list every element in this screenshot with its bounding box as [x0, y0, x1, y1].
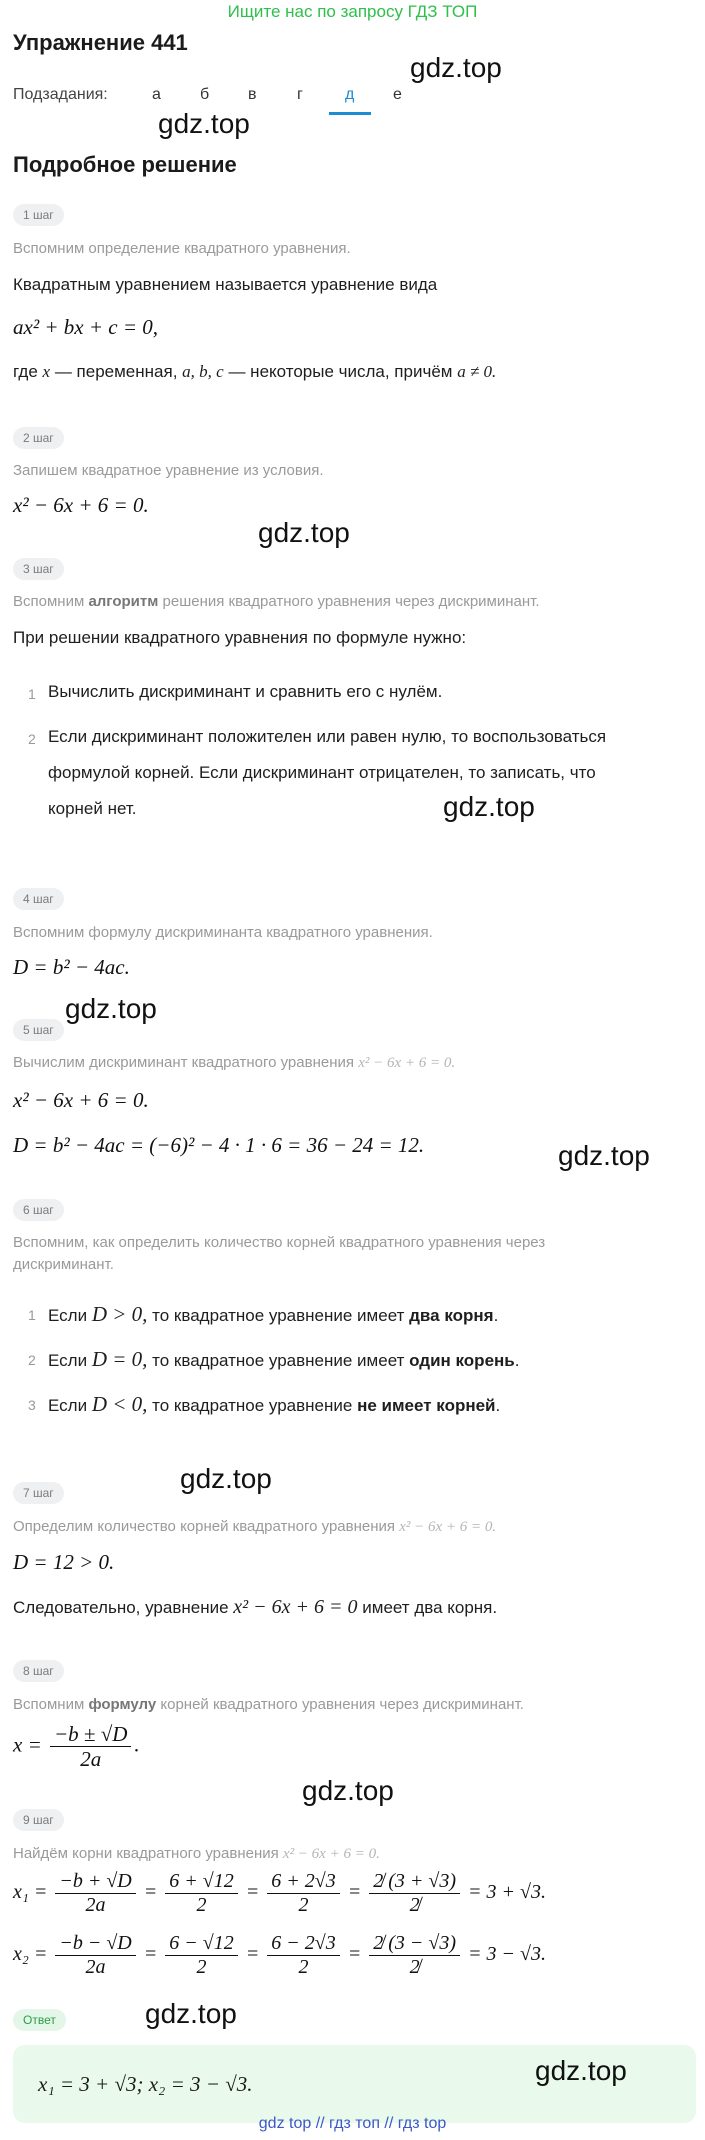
step-hint: Вспомним, как определить количество корней квадратного уравнения через: [13, 1234, 546, 1251]
list-item: Если D > 0, то квадратное уравнение имеет два корня.: [48, 1302, 499, 1326]
formula-roots: x = $\frac{-b \pm √D}{2a}$ .: [13, 1722, 140, 1772]
step-hint: Вспомним формулу корней квадратного уравнения через дискриминант.: [13, 1696, 524, 1713]
formula: x² − 6x + 6 = 0.: [13, 1088, 149, 1112]
step-badge: 5 шаг: [13, 1019, 64, 1041]
step-text: Квадратным уравнением называется уравнение вида: [13, 275, 438, 294]
watermark: gdz.top: [558, 1140, 650, 1171]
formula-x1: x₁ = $\frac{-b + √D}{2a}$ = $\frac{6 + √12}{2}$ = $\frac{6 + 2√3}{2}$ = $\frac{2̸ (3 + √3)}{2̸}$ = 3 + √3.: [13, 1870, 546, 1916]
step-text: При решении квадратного уравнения по формуле нужно:: [13, 628, 467, 647]
step-hint: Найдём корни квадратного уравнения x² − 6x + 6 = 0.: [13, 1845, 380, 1862]
watermark: gdz.top: [443, 791, 535, 822]
footer-links[interactable]: gdz top // гдз топ // гдз top: [258, 2115, 447, 2132]
list-item: Если дискриминант положителен или равен нулю, то воспользоваться: [48, 727, 607, 746]
watermark: gdz.top: [158, 108, 250, 139]
step-hint: Вычислим дискриминант квадратного уравнения x² − 6x + 6 = 0.: [13, 1054, 456, 1071]
formula: D = b² − 4ac.: [13, 955, 130, 979]
step-hint: Вспомним определение квадратного уравнения.: [13, 240, 351, 257]
step-hint: Вспомним алгоритм решения квадратного уравнения через дискриминант.: [13, 593, 540, 610]
list-number: 2: [28, 731, 36, 747]
formula: ax² + bx + c = 0,: [13, 315, 159, 339]
fraction: $\frac{-b \pm √D}{2a}$: [50, 1722, 131, 1771]
step-badge: 1 шаг: [13, 204, 64, 226]
list-number: 1: [28, 686, 36, 702]
tab-d[interactable]: д: [345, 86, 355, 103]
watermark: gdz.top: [535, 2055, 627, 2086]
watermark: gdz.top: [65, 993, 157, 1024]
tab-e[interactable]: е: [393, 86, 402, 103]
subtasks-label: Подзадания:: [13, 86, 108, 103]
tab-g[interactable]: г: [297, 86, 303, 103]
step-badge: 4 шаг: [13, 888, 64, 910]
step-badge: 7 шаг: [13, 1482, 64, 1504]
watermark: gdz.top: [145, 1998, 237, 2029]
step-badge: 6 шаг: [13, 1199, 64, 1221]
step-text: где x — переменная, a, b, c — некоторые числа, причём a ≠ 0.: [13, 362, 497, 381]
list-number: 1: [28, 1307, 36, 1323]
formula-x2: x₂ = $\frac{-b - √D}{2a}$ = $\frac{6 - √12}{2}$ = $\frac{6 - 2√3}{2}$ = $\frac{2̸ (3 - √3)}{2̸}$ = 3 − √3.: [13, 1932, 546, 1978]
list-item: формулой корней. Если дискриминант отрицателен, то записать, что: [48, 763, 596, 782]
step-text: Следовательно, уравнение x² − 6x + 6 = 0 имеет два корня.: [13, 1596, 498, 1618]
watermark: gdz.top: [302, 1775, 394, 1806]
search-banner: Ищите нас по запросу ГДЗ ТОП: [227, 2, 478, 21]
page-title: Упражнение 441: [13, 30, 188, 55]
formula: x² − 6x + 6 = 0.: [13, 493, 149, 517]
step-badge: 8 шаг: [13, 1660, 64, 1682]
list-number: 2: [28, 1352, 36, 1368]
step-hint: дискриминант.: [13, 1256, 114, 1273]
list-number: 3: [28, 1397, 36, 1413]
active-tab-indicator: [329, 112, 371, 115]
watermark: gdz.top: [180, 1463, 272, 1494]
answer-badge: Ответ: [13, 2009, 66, 2031]
step-badge: 9 шаг: [13, 1809, 64, 1831]
tab-a[interactable]: а: [152, 86, 161, 103]
formula: D = b² − 4ac = (−6)² − 4 · 1 · 6 = 36 − 24 = 12.: [13, 1133, 425, 1157]
step-hint: Вспомним формулу дискриминанта квадратного уравнения.: [13, 924, 433, 941]
step-hint: Определим количество корней квадратного уравнения x² − 6x + 6 = 0.: [13, 1518, 497, 1535]
tab-b[interactable]: б: [200, 86, 210, 103]
step-badge: 2 шаг: [13, 427, 64, 449]
tab-v[interactable]: в: [248, 86, 257, 103]
answer-text: x₁ = 3 + √3; x₂ = 3 − √3.: [38, 2072, 253, 2096]
list-item: корней нет.: [48, 799, 137, 818]
step-badge: 3 шаг: [13, 558, 64, 580]
solution-heading: Подробное решение: [13, 152, 237, 177]
watermark: gdz.top: [258, 517, 350, 548]
list-item: Если D < 0, то квадратное уравнение не имеет корней.: [48, 1392, 501, 1416]
list-item: Если D = 0, то квадратное уравнение имеет один корень.: [48, 1347, 520, 1371]
list-item: Вычислить дискриминант и сравнить его с нулём.: [48, 682, 443, 701]
step-hint: Запишем квадратное уравнение из условия.: [13, 462, 324, 479]
watermark: gdz.top: [410, 52, 502, 83]
formula: D = 12 > 0.: [13, 1550, 115, 1574]
